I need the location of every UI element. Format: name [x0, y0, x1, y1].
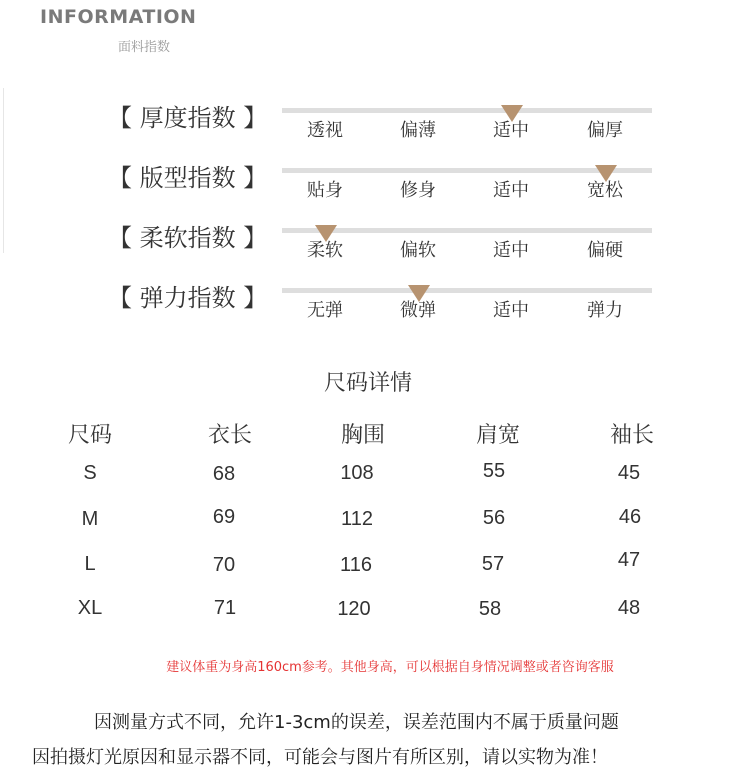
index-scale-bar — [282, 228, 652, 233]
table-cell: 55 — [482, 460, 506, 482]
index-option: 适中 — [493, 300, 529, 321]
chest-column-header: 胸围 — [340, 423, 386, 448]
index-option: 微弹 — [400, 300, 436, 321]
index-scale-bar — [282, 168, 652, 173]
table-cell: 112 — [341, 508, 373, 530]
table-cell: 116 — [340, 554, 372, 576]
table-cell-size: XL — [77, 597, 103, 619]
table-cell: 48 — [617, 597, 641, 619]
size-column-header: 尺码 — [67, 423, 113, 448]
index-label: 【 厚度指数 】 — [108, 104, 268, 132]
table-cell: 56 — [482, 507, 506, 529]
header-title: INFORMATION — [40, 6, 197, 28]
index-option: 柔软 — [307, 240, 343, 261]
index-option: 偏薄 — [400, 120, 436, 141]
table-cell: 58 — [478, 598, 502, 620]
index-row-fit — [0, 164, 750, 224]
index-label: 【 弹力指数 】 — [108, 284, 268, 312]
table-cell: 108 — [340, 462, 374, 484]
index-option: 偏厚 — [587, 120, 623, 141]
table-cell: 120 — [337, 598, 371, 620]
table-cell: 69 — [212, 506, 236, 528]
index-option: 适中 — [493, 120, 529, 141]
weight-reference-note: 建议体重为身高160cm参考。其他身高，可以根据自身情况调整或者咨询客服 — [166, 660, 614, 675]
index-option: 宽松 — [587, 180, 623, 201]
index-option: 弹力 — [587, 300, 623, 321]
header-subtitle: 面料指数 — [118, 40, 171, 55]
table-cell: 46 — [618, 506, 642, 528]
index-row-thickness — [0, 104, 750, 164]
index-label: 【 版型指数 】 — [108, 164, 268, 192]
table-cell: 57 — [481, 553, 505, 575]
index-option: 偏软 — [400, 240, 436, 261]
index-option: 偏硬 — [587, 240, 623, 261]
index-row-elasticity — [0, 284, 750, 344]
sleeve-column-header: 袖长 — [609, 423, 655, 448]
shoulder-column-header: 肩宽 — [475, 423, 521, 448]
length-column-header: 衣长 — [207, 423, 253, 448]
index-option: 修身 — [400, 180, 436, 201]
table-cell: 47 — [617, 549, 641, 571]
table-cell-size: M — [81, 508, 99, 530]
index-option: 适中 — [493, 240, 529, 261]
table-cell-size: L — [84, 553, 96, 575]
table-cell: 45 — [617, 462, 641, 484]
table-cell: 71 — [213, 597, 237, 619]
index-option: 贴身 — [307, 180, 343, 201]
table-cell-size: S — [83, 462, 97, 484]
index-label: 【 柔软指数 】 — [108, 224, 268, 252]
index-row-softness — [0, 224, 750, 284]
index-scale-bar — [282, 288, 652, 293]
table-cell: 68 — [212, 463, 236, 485]
index-option: 透视 — [307, 120, 343, 141]
index-scale-bar — [282, 108, 652, 113]
table-cell: 70 — [212, 554, 236, 576]
color-disclaimer: 因拍摄灯光原因和显示器不同，可能会与图片有所区别，请以实物为准！ — [32, 747, 608, 768]
index-option: 无弹 — [307, 300, 343, 321]
index-option: 适中 — [493, 180, 529, 201]
size-table-title: 尺码详情 — [323, 371, 412, 396]
measurement-disclaimer: 因测量方式不同，允许1-3cm的误差，误差范围内不属于质量问题 — [94, 712, 619, 733]
